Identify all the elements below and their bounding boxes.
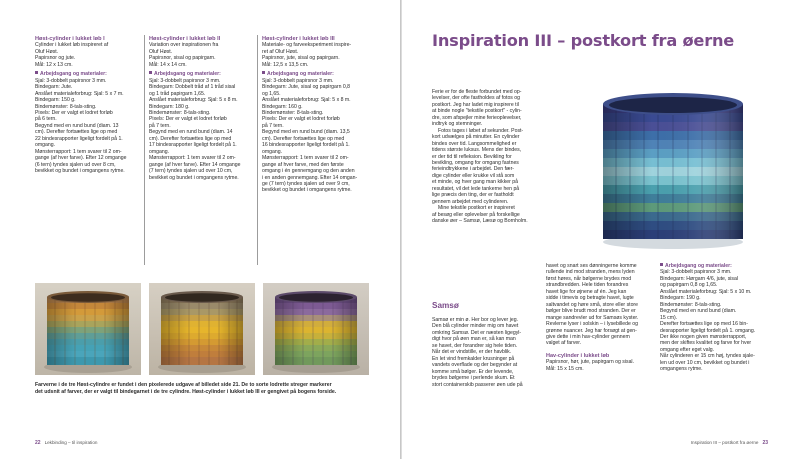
text-line: dige cylinder eller krukke vil stå som [432,172,515,179]
text-line: Derefter fortsættes lige op med 16 bin- [660,321,749,328]
text-line: gange af hver farve, med den første [262,161,344,168]
text-line: se havet, der forandrer sig hele tiden. [432,342,518,349]
text-line: Begynd med en rund bund (diam. 13,5 [262,129,350,136]
subhead-text: Arbejdsgang og materialer: [665,263,732,269]
text-line: Bindegarn: 180 g. [149,103,190,110]
text-line: omgang i én gennemgang og den anden [262,168,355,175]
square-bullet-icon [262,71,265,74]
basket-photo-orange-teal [35,283,141,375]
text-line: Revlerne lyser i solskin – i lysebillede og [546,321,639,328]
text-line: Sjal: 3-dobbelt papirsnor 3 mm. [149,77,221,84]
text-line: Den blå cylinder minder mig om havet [432,323,519,330]
basket-photo-row [35,283,369,375]
text-line: 17 bindesrapporter ligeligt fordelt på 1. [149,142,237,149]
text-line: kort udvælges på minutter. En cylinder [432,134,520,141]
page-number: 22 [35,440,41,446]
text-line: omgangens rytme. [660,366,703,373]
text-line: ferieindtrykkene i arbejdet. Den fær- [432,166,515,173]
text-line: (6 tern) tyndes sjalen ud over 8 cm, [35,161,116,168]
page-footer-right [691,440,768,446]
materials-lines [149,78,255,181]
text-line: men der skiftes kvalitet og farve for hver [660,340,752,347]
text-line: lige præcis den ting, der er fastholdt [432,192,514,199]
column-title: Høst-cylinder i lukket løb II [149,36,221,42]
text-line: Mål: 12 x 13 cm. [35,61,73,68]
basket-illustration [35,283,141,375]
text-line: at binde nogle "tekstile postkort" - cylin- [432,108,522,115]
running-footer: Inspiration III – postkort fra øerne [690,440,759,445]
text-line: Mål: 14 x 14 cm. [149,61,187,68]
instructions-column-3 [262,36,368,194]
column-divider [257,35,258,265]
text-line: Oluf Høst. [149,48,173,55]
text-line: omgang. [262,148,283,155]
text-line: Anslået materialeforbrug: Sjal: 5 x 8 m. [262,97,351,104]
intro-text [432,89,540,225]
text-line: strandbredden. Hele tiden forandres [546,282,629,289]
text-line: Materiale- og farveeksperiment inspire- [262,42,352,49]
text-line: Bindegarn: 150 g. [35,97,76,104]
samso-text [432,317,540,388]
text-line: cm). Derefter fortsættes lige op med [35,129,118,136]
materials-lines [660,269,770,372]
text-line: på 7 tern. [262,122,284,129]
text-line: Mål: 15 x 15 cm. [546,365,584,372]
text-line: Bindemønster: 8-tals-sting. [149,109,211,116]
text-line: Bindegarn: Jute, sisal og papirgarn 0,8 [262,84,351,91]
text-line: ret af Oluf Høst. [262,48,299,55]
text-line: komme små bølger. Er der levende, [432,368,514,375]
text-line: tidens største luksus. Mens der bindes, [432,147,522,154]
text-line: Sjal: 3-dobbelt papirsnor 3 mm. [35,77,107,84]
text-line: Papirsnor og jute. [35,55,76,62]
text-line: saltvandet og høre små, store eller store [546,301,639,308]
square-bullet-icon [35,71,38,74]
text-line: Cylinder i lukket løb inspireret af [35,42,109,49]
text-line: Begynd med en rund bund (diam. 13 [35,122,119,129]
caption-line: Farverne i de tre Høst-cylindre er fundet i den pixelerede udgave af billedet side 21. De to sorte lodrette streger markerer [35,382,332,388]
text-line: Bindegarn: Dobbelt tråd af 1 tråd sisal [149,84,236,91]
text-line: Når det er vindstille, er der havblik. [432,349,512,356]
text-line: Fotos tages i løbet af sekunder. Post- [438,127,524,134]
text-line: Bindegarn: 160 g. [262,103,303,110]
text-line: Sjal: 3-dobbelt papirsnor 3 mm. [660,269,732,276]
text-line: Pixels: Der er valgt et lodret forløb [149,116,227,123]
materials-lines [262,78,368,194]
text-line: omgang. [149,148,170,155]
text-line: En let vind fremkalder krusninger på [432,355,515,362]
text-line: cm). Derefter fortsættes lige op med [149,135,232,142]
text-line: Samsø er min ø. Her bor og lever jeg. [432,317,518,323]
text-line: ge (7 tern) tyndes sjalen ud over 9 cm, [262,180,350,187]
text-line: gange (af hver farve). Efter 14 omgange [149,161,241,168]
running-footer: Lekbinding – til inspiration [44,440,98,445]
text-line: brydes bølgerne i perlende skum. Et [432,375,515,382]
text-line: len ud over 10 cm, bevikket og bundet i [660,359,750,366]
text-line: Mønsterrapport: 1 tern svarer til 2 om- [149,155,236,162]
text-line: Bindegarn: Jute. [35,84,73,91]
basket-illustration [578,84,768,254]
text-line: Bindegarn: 190 g. [660,295,701,302]
text-line: dre, som afspejler mine ferieoplevelser, [432,114,522,121]
text-line: Papirsnor, sisal og papirgarn. [149,55,216,62]
basket-photo-yellow-purple [149,283,255,375]
instructions-column-1 [35,36,141,175]
text-line: mange sandrevler ud for Samsøs kyster. [546,314,639,321]
text-line: (7 tern) tyndes sjalen ud over 10 cm, [149,168,233,175]
text-line: Pixels: Der er valgt et lodret forløb [35,109,113,116]
text-line: give dette i min hav-cylinder gennem [546,333,630,340]
text-line: rullende ind mod stranden, mens lyden [546,269,635,276]
text-line: digt hvor på øen man er, så kan man [432,336,516,343]
text-line: postkort. Jeg har ladet mig inspirere til [432,101,519,108]
text-line: resultatet, vil det lede tankerne hen på [432,185,520,192]
text-line: Begynd med en rund bund (diam. [660,308,737,315]
text-line: Oluf Høst. [35,48,59,55]
column-title: Høst-cylinder i lukket løb I [35,36,105,42]
materials-column [660,263,770,373]
text-line: omgang. [35,142,56,149]
text-line: Når cylinderen er 15 cm høj, tyndes sjale- [660,353,755,360]
sea-text [546,263,654,372]
text-line: Pixels: Der er valgt et lodret forløb [262,116,340,123]
basket-illustration [263,283,369,375]
text-line: Mønsterrapport: 1 tern svarer til 2 om- [262,155,349,162]
text-line: havet og snart ses dønningerne komme [546,263,637,269]
basket-photo-purple-green [263,283,369,375]
text-line: Mønsterrapport: 1 tern svarer til 2 om- [35,148,122,155]
text-line: Sjal: 3-dobbelt papirsnor 3 mm. [262,77,334,84]
text-line: af besøg eller oplevelser på forskellige [432,211,520,218]
text-line: og papirgarn 0,8 og 1,65. [660,282,718,289]
text-line: Mål: 12,5 x 13,5 cm. [262,61,309,68]
section-title: Samsø [432,301,459,310]
basket-illustration [149,283,255,375]
text-line: Anslået materialeforbrug: Sjal: 5 x 7 m. [35,90,124,97]
text-line: og 1,65. [262,90,281,97]
text-line: valget af farver. [546,340,582,347]
caption-line: det udsnit af farver, der er valgt til bindegarnet i de tre cylindre. Høst-cylinder i lukket løb III er gengivet på bogens forside. [35,388,337,395]
text-line: gange (af hver farve). Efter 12 omgange [35,155,127,162]
text-line: først høres, når bølgerne brydes mod [546,275,632,282]
sea-text-lines [546,263,654,347]
text-line: gennem arbejdet med cylinderen. [432,198,509,205]
materials-lines [35,78,141,175]
page-title: Inspiration III – postkort fra øerne [432,31,735,50]
text-line: omgang efter eget valg. [660,346,715,353]
text-line: Papirsnor, hør, jute, papirgarn og sisal. [546,359,635,366]
text-line: bindes over tid. Langsommelighed er [432,140,517,147]
text-line: Bindegarn: Hørgarn 4/6, jute, sisal [660,275,739,282]
text-line: Bindemønster: 8-tals-sting. [35,103,97,110]
subhead-text: Arbejdsgang og materialer: [154,71,221,78]
page-footer-left [35,440,97,446]
text-line: havet lige for øjnene af én. Jeg kan [546,288,627,295]
text-line: cm). Derefter fortsættes lige op med [262,135,345,142]
text-line: Anslået materialeforbrug: Sjal: 5 x 10 m. [660,288,752,295]
column-title: Høst-cylinder i lukket løb III [262,36,335,42]
text-line: Papirsnor, jute, sisal og papirgarn. [262,55,340,62]
text-line: Bindemønster: 8-tals-sting. [262,109,324,116]
text-line: bølger blive brudt mod stranden. Der er [546,308,636,315]
square-bullet-icon [149,71,152,74]
text-line: bevikket og bundet i omgangens rytme. [35,168,125,175]
text-line: bevikket og bundet i omgangens rytme. [149,174,239,181]
text-line: Ferie er for de fleste forbundet med op- [432,89,522,95]
text-line: et minde, og hver gang man kikker på [432,179,519,186]
text-line: indtryk og stemninger. [432,121,483,128]
text-line: levelser, der ofte fastholdes af fotos og [432,95,521,102]
text-line: Bindemønster: 8-tals-sting. [660,301,722,308]
text-line: Begynd med en rund bund (diam. 14 [149,129,233,136]
text-line: sidde i timevis og betragte havet, lugte [546,295,634,302]
text-line: stort containerskib passerer øen ude på [432,381,523,388]
text-line: bevikket og bundet i omgangens rytme. [262,187,352,194]
text-line: på 6 tern. [35,116,57,123]
text-line: desrapporter ligeligt fordelt på 1. omgang. [660,327,756,334]
text-line: omkring Samsø. Det er næsten ligegyl- [432,329,522,336]
subhead-text: Arbejdsgang og materialer: [267,71,334,78]
text-line: grønne nuancer. Jeg har forsøgt at gen- [546,327,637,334]
basket-photo-blue-sea [578,84,768,254]
text-line: på 7 tern. [149,122,171,129]
photo-caption [35,382,369,395]
text-line: danske øer – Samsø, Læsø og Bornholm. [432,218,528,225]
text-line: og 1 tråd papirgarn 1,65. [149,90,206,97]
text-line: 22 bindesrapporter ligeligt fordelt på 1. [35,135,123,142]
text-line: er der tid til refleksion. Bevikling for [432,153,512,160]
text-line: 16 bindesrapporter ligeligt fordelt på 1. [262,142,350,149]
sub-title: Hav-cylinder i lukket løb [546,352,610,359]
text-line: Der ikke nogen given mønsterrapport, [660,333,747,340]
page-number: 23 [762,440,768,446]
text-line: vandets overflade og der begynder at [432,362,518,369]
text-line: Variation over inspirationen fra [149,42,219,49]
square-bullet-icon [660,263,663,266]
text-line: Anslået materialeforbrug: Sjal: 5 x 8 m. [149,97,238,104]
text-line: i en anden gennemgang. Efter 14 omgan- [262,174,358,181]
instructions-column-2 [149,36,255,181]
text-line: 15 cm). [660,314,678,321]
text-line: Mine tekstile postkort er inspireret [438,205,515,212]
subhead-text: Arbejdsgang og materialer: [40,71,107,78]
column-divider [144,35,145,265]
right-page [402,0,802,459]
left-page [0,0,400,459]
text-line: bevikling, omgang for omgang fastnes [432,159,519,166]
